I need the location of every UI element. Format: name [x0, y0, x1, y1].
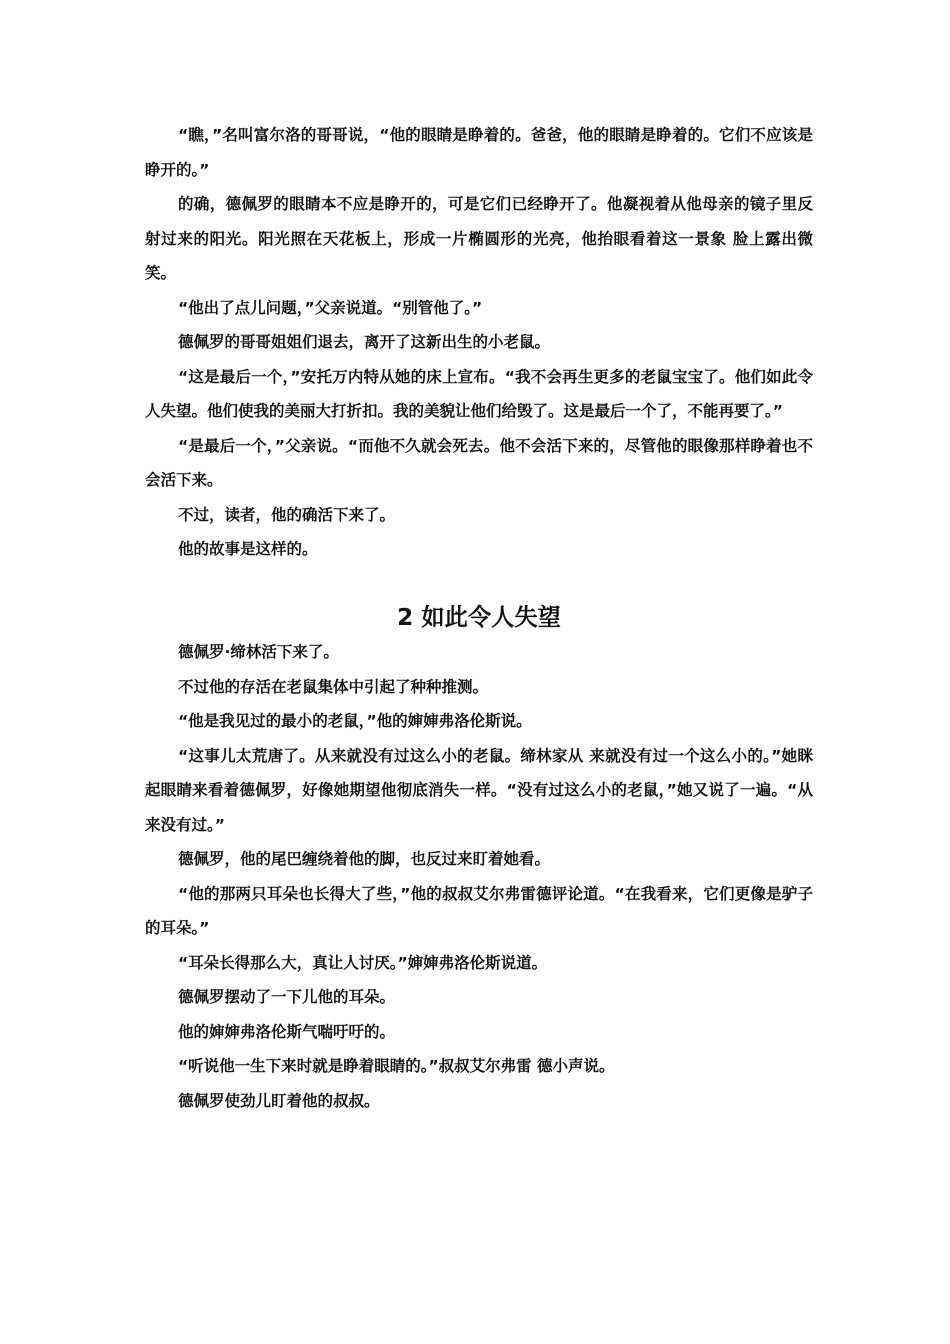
paragraph: 德佩罗摆动了一下儿他的耳朵。: [178, 988, 396, 1006]
paragraph: 的确，德佩罗的眼睛本不应是睁开的，可是它们已经睁开了。他凝视着从他母亲的镜子里反射过来的阳光。阳光照在天花板上，形成一片椭圆形的光亮，他抬眼看着这一景象 脸上露出微笑。: [145, 195, 813, 282]
paragraph: 德佩罗·缔林活下来了。: [178, 643, 339, 661]
paragraph: 德佩罗使劲儿盯着他的叔叔。: [178, 1091, 380, 1110]
paragraph: “耳朵长得那么大，真让人讨厌。”婶婶弗洛伦斯说道。: [178, 953, 548, 972]
paragraph: 德佩罗的哥哥姐姐们退去，离开了这新出生的小老鼠。: [178, 333, 551, 351]
paragraph: “瞧，”名叫富尔洛的哥哥说，“他的眼睛是睁着的。爸爸，他的眼睛是睁着的。它们不应该是睁开的。”: [145, 126, 813, 179]
paragraph: 德佩罗，他的尾巴缠绕着他的脚，也反过来盯着她看。: [178, 850, 551, 868]
paragraph: 不过，读者，他的确活下来了。: [178, 505, 396, 524]
paragraph: 他的故事是这样的。: [178, 540, 318, 558]
paragraph: “他的那两只耳朵也长得大了些，”他的叔叔艾尔弗雷德评论道。“在我看来，它们更像是驴子的耳朵。”: [145, 884, 813, 937]
text-column: [145, 118, 813, 1118]
paragraph: “是最后一个，”父亲说。“而他不久就会死去。他不会活下来的，尽管他的眼像那样睁着也不会活下来。: [145, 436, 813, 489]
paragraph: 他的婶婶弗洛伦斯气喘吁吁的。: [178, 1022, 396, 1041]
paragraph: “他是我见过的最小的老鼠，”他的婶婶弗洛伦斯说。: [178, 712, 532, 730]
paragraph: “听说他一生下来时就是睁着眼睛的。”叔叔艾尔弗雷 德小声说。: [178, 1057, 615, 1075]
paragraph: “他出了点儿问题，”父亲说道。“别管他了。”: [178, 298, 483, 317]
section-gap: [145, 567, 813, 601]
paragraph: 不过他的存活在老鼠集体中引起了种种推测。: [178, 677, 489, 696]
paragraph: “这是最后一个，”安托万内特从她的床上宣布。“我不会再生更多的老鼠宝宝了。他们如此令人失望。他们使我的美丽大打折扣。我的美貌让他们给毁了。这是最后一个了，不能再要了。”: [145, 367, 813, 420]
chapter-title: 2 如此令人失望: [397, 603, 561, 631]
paragraph: “这事儿太荒唐了。从来就没有过这么小的老鼠。缔林家从 来就没有过一个这么小的。”她眯起眼睛来看着德佩罗，好像她期望他彻底消失一样。“没有过这么小的老鼠，”她又说了一遍。“从来没有过。”: [145, 746, 813, 834]
